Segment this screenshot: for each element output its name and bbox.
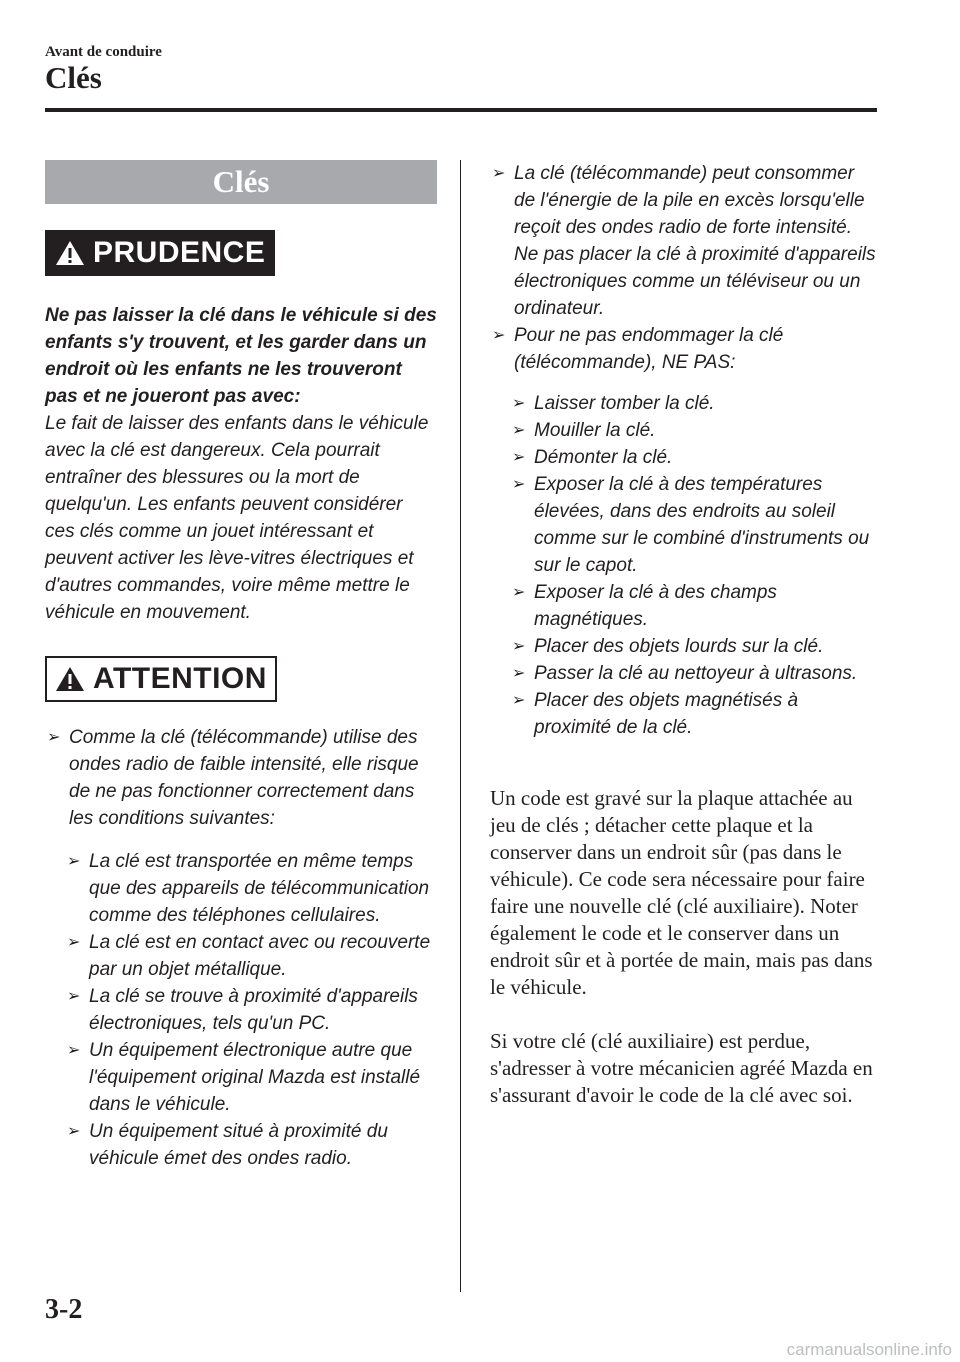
list-item <box>510 687 880 741</box>
list-item-text: Exposer la clé à des températures élevées, dans des endroits au soleil comme sur le combiné d'instruments ou sur le capot. <box>534 474 870 576</box>
donts-list <box>510 390 880 741</box>
section-title: Avant de conduire <box>45 44 162 60</box>
prudence-label: PRUDENCE <box>93 236 266 269</box>
list-item-text: Mouiller la clé. <box>534 420 656 441</box>
banner-title: Clés <box>212 164 270 199</box>
list-item-text: Démonter la clé. <box>534 447 673 468</box>
list-item <box>510 444 880 471</box>
arrow-bullet-icon: ➢ <box>492 165 506 182</box>
list-item <box>510 471 880 579</box>
arrow-bullet-icon: ➢ <box>512 449 526 466</box>
attention-item-text: Comme la clé (télécommande) utilise des ondes radio de faible intensité, elle risque de ne pas fonctionner correctement dans les conditions suivantes: <box>69 727 419 829</box>
paragraph: Si votre clé (clé auxiliaire) est perdue, s'adresser à votre mécanicien agréé Mazda en s'assurant d'avoir le code de la clé avec soi. <box>490 1029 873 1107</box>
arrow-bullet-icon: ➢ <box>512 476 526 493</box>
list-item <box>65 1118 437 1172</box>
arrow-bullet-icon: ➢ <box>512 638 526 655</box>
right-column <box>490 160 880 1109</box>
list-item-text: Laisser tomber la clé. <box>534 393 715 414</box>
list-item-text: Placer des objets lourds sur la clé. <box>534 636 824 657</box>
arrow-bullet-icon: ➢ <box>67 934 81 951</box>
list-item-text: Un équipement situé à proximité du véhicule émet des ondes radio. <box>89 1121 388 1169</box>
arrow-bullet-icon: ➢ <box>47 729 61 746</box>
prudence-heading: Ne pas laisser la clé dans le véhicule si des enfants s'y trouvent, et les garder dans un endroit où les enfants ne les trouveront pas et ne joueront pas avec: <box>45 305 437 407</box>
list-item-text: Exposer la clé à des champs magnétiques. <box>534 582 777 630</box>
arrow-bullet-icon: ➢ <box>67 853 81 870</box>
list-item-text: La clé est transportée en même temps que des appareils de télécommunication comme des téléphones cellulaires. <box>89 851 430 926</box>
list-item-text: Placer des objets magnétisés à proximité de la clé. <box>534 690 799 738</box>
header-rule <box>45 108 877 112</box>
attention-item <box>490 322 880 376</box>
prudence-body: Le fait de laisser des enfants dans le véhicule avec la clé est dangereux. Cela pourrait entraîner des blessures ou la mort de quelqu'un. Les enfants peuvent considérer ces clés comme un jouet intéressant et peuvent activer les lève-vitres électriques et d'autres commandes, voire même mettre le véhicule en mouvement. <box>45 413 429 623</box>
warning-triangle-icon <box>55 665 85 693</box>
paragraph: Un code est gravé sur la plaque attachée au jeu de clés ; détacher cette plaque et la conserver dans un endroit sûr (pas dans le véhicule). Ce code sera nécessaire pour faire faire une nouvelle clé (clé auxiliaire). Noter également le code et le conserver dans un endroit sûr et à portée de main, mais pas dans le véhicule. <box>490 786 873 999</box>
attention-item-text: Pour ne pas endommager la clé (télécommande), NE PAS: <box>514 325 784 373</box>
attention-label: ATTENTION <box>93 662 267 695</box>
section-banner <box>45 160 437 204</box>
arrow-bullet-icon: ➢ <box>67 1123 81 1140</box>
arrow-bullet-icon: ➢ <box>512 584 526 601</box>
list-item <box>65 1037 437 1118</box>
attention-item <box>45 724 437 832</box>
list-item <box>65 929 437 983</box>
arrow-bullet-icon: ➢ <box>512 395 526 412</box>
list-item <box>65 983 437 1037</box>
prudence-badge <box>45 230 275 276</box>
list-item-text: La clé est en contact avec ou recouverte par un objet métallique. <box>89 932 431 980</box>
arrow-bullet-icon: ➢ <box>67 1042 81 1059</box>
list-item-text: Un équipement électronique autre que l'équipement original Mazda est installé dans le véhicule. <box>89 1040 421 1115</box>
list-item <box>510 579 880 633</box>
attention-item-text: La clé (télécommande) peut consommer de l'énergie de la pile en excès lorsqu'elle reçoit des ondes radio de forte intensité. Ne pas placer la clé à proximité d'appareils électroniques comme un téléviseur ou un ordinateur. <box>514 163 876 319</box>
arrow-bullet-icon: ➢ <box>67 988 81 1005</box>
conditions-list <box>65 848 437 1172</box>
warning-triangle-icon <box>55 239 85 267</box>
list-item <box>510 633 880 660</box>
list-item-text: Passer la clé au nettoyeur à ultrasons. <box>534 663 858 684</box>
arrow-bullet-icon: ➢ <box>512 692 526 709</box>
arrow-bullet-icon: ➢ <box>492 327 506 344</box>
watermark: carmanualsonline.info <box>786 1340 952 1359</box>
arrow-bullet-icon: ➢ <box>512 422 526 439</box>
arrow-bullet-icon: ➢ <box>512 665 526 682</box>
list-item-text: La clé se trouve à proximité d'appareils électroniques, tels qu'un PC. <box>89 986 418 1034</box>
page-number: 3-2 <box>45 1294 83 1325</box>
list-item <box>510 660 880 687</box>
attention-badge <box>45 656 277 702</box>
list-item <box>510 390 880 417</box>
attention-item <box>490 160 880 322</box>
list-item <box>510 417 880 444</box>
chapter-title: Clés <box>45 60 102 95</box>
column-divider <box>460 160 461 1292</box>
list-item <box>65 848 437 929</box>
left-column <box>45 160 437 1172</box>
